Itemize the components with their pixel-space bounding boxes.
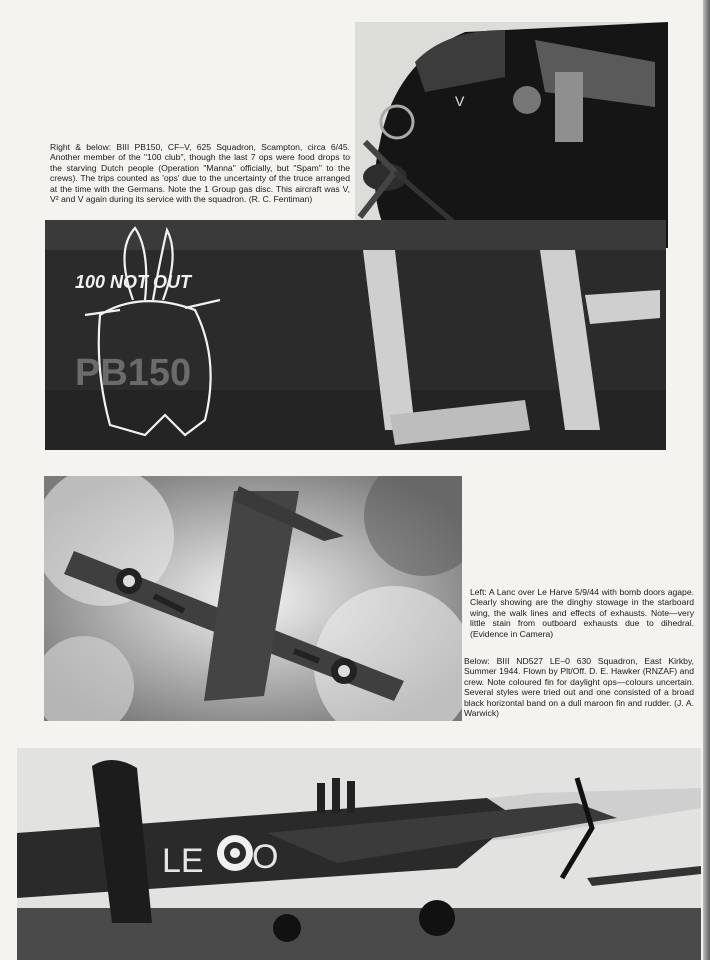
photo-aerial-lancaster	[44, 476, 462, 721]
ground-code-left: LE	[162, 842, 204, 880]
caption-below: Below: BIII ND527 LE–0 630 Squadron, East Kirkby, Summer 1944. Flown by Plt/Off. D. E. Hawker (RNZAF) and crew. Note coloured fin for daylight ops—colours uncertain. Several styles were tried out and one consisted of a broad black horizontal band on a dull maroon fin and rudder. (J. A. Warwick)	[464, 656, 694, 719]
caption-left: Left: A Lanc over Le Harve 5/9/44 with bomb doors agape. Clearly showing are the dinghy stowage in the starboard wing, the walk lines and effects of exhausts. Note—very little stain from outboard exhausts due to dihedral. (Evidence in Camera)	[470, 587, 694, 639]
nose-art-caption: 100 NOT OUT	[75, 272, 192, 292]
photo-nose-closeup	[355, 22, 668, 248]
photo-fuselage-nose-art	[45, 220, 666, 450]
caption-right-below: Right & below: BIII PB150, CF–V, 625 Squadron, Scampton, circa 6/45. Another member of the "100 club", though the last 7 ops were food drops to the starving Dutch people (Operation "Manna" officially, but "Spam" to the crews). The trips counted as 'ops' due to the uncertainty of the truce arranged at the time with the Germans. Note the 1 Group gas disc. This aircraft was V, V² and V again during its service with the squadron. (R. C. Fentiman)	[50, 142, 350, 205]
ground-code-right: O	[252, 838, 279, 876]
nose-code-letter: V	[455, 93, 465, 109]
serial-number: PB150	[75, 352, 192, 394]
photo-ground-lancaster	[17, 748, 701, 960]
page-edge-shadow	[703, 0, 710, 960]
squadron-code: CF	[375, 374, 391, 388]
